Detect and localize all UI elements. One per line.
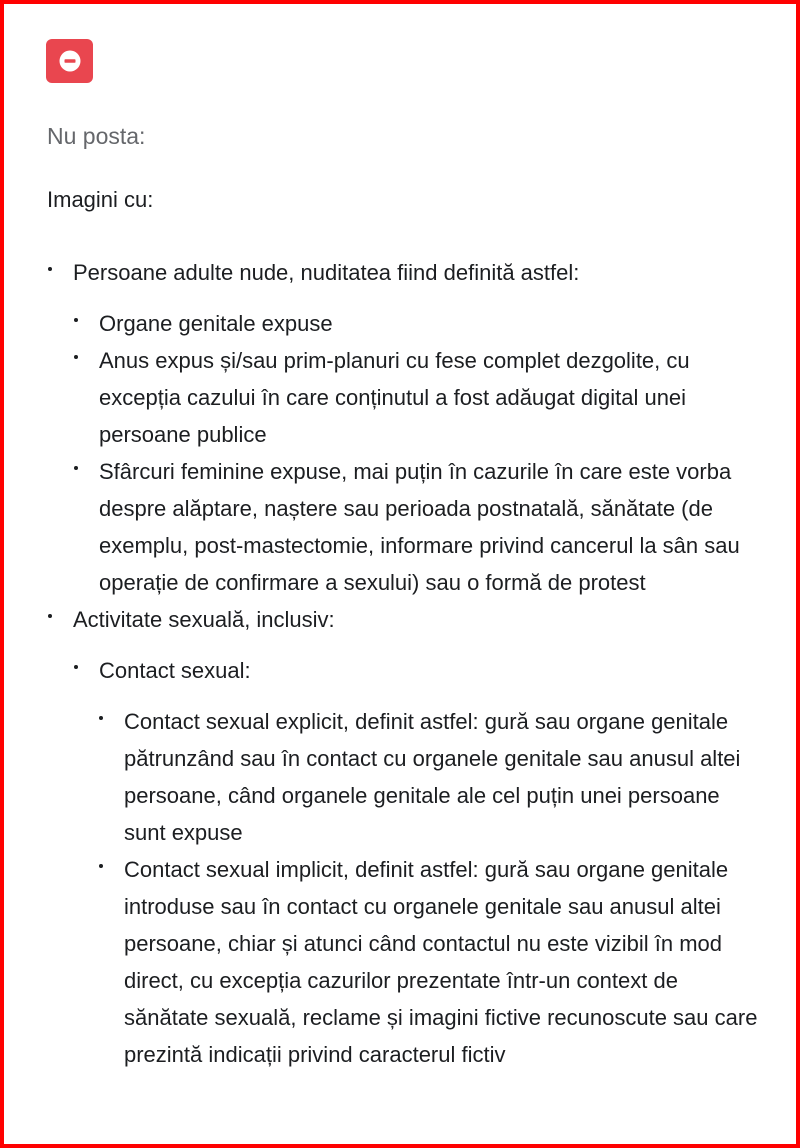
list-item-text: Anus expus și/sau prim-planuri cu fese complet dezgolite, cu excepția cazului în care conținutul a fost adăugat digital unei persoane publice	[99, 348, 690, 447]
list-item-text: Contact sexual implicit, definit astfel: gură sau organe genitale introduse sau în contact cu organele genitale sau anusul altei persoane, chiar și atunci când contactul nu este vizibil în mod direct, cu excepția cazurilor prezentate într-un context de sănătate sexuală, reclame și imagini fictive recunoscute sau care prezintă indicații privind caracterul fictiv	[124, 857, 758, 1067]
list-item-text: Sfârcuri feminine expuse, mai puțin în cazurile în care este vorba despre alăptare, naștere sau perioada postnatală, sănătate (de exemplu, post-mastectomie, informare privind cancerul la sân sau operație de confirmare a sexului) sau o formă de protest	[99, 459, 740, 595]
rules-list	[4, 254, 800, 1073]
sub-sub-list	[99, 703, 763, 1073]
list-item-text: Contact sexual explicit, definit astfel: gură sau organe genitale pătrunzând sau în contact cu organele genitale sau anusul altei persoane, când organele genitale ale cel puțin unei persoane sunt expuse	[124, 709, 741, 845]
page-title: Nu posta:	[47, 123, 146, 149]
list-item	[73, 254, 763, 601]
sub-list	[73, 305, 763, 601]
list-item	[99, 342, 763, 453]
top-level-list	[4, 254, 800, 1073]
sub-list	[73, 652, 763, 1073]
list-item	[99, 453, 763, 601]
no-entry-icon	[58, 49, 82, 73]
list-item-text: Contact sexual:	[99, 658, 251, 683]
list-item-text: Persoane adulte nude, nuditatea fiind definită astfel:	[73, 260, 580, 285]
list-item-text: Activitate sexuală, inclusiv:	[73, 607, 335, 632]
list-item	[124, 851, 763, 1073]
badge	[46, 39, 93, 83]
intro-text: Imagini cu:	[47, 187, 154, 212]
list-item-text: Organe genitale expuse	[99, 311, 333, 336]
list-item	[99, 305, 763, 342]
list-item	[99, 652, 763, 1073]
list-item	[73, 601, 763, 1073]
list-item	[124, 703, 763, 851]
